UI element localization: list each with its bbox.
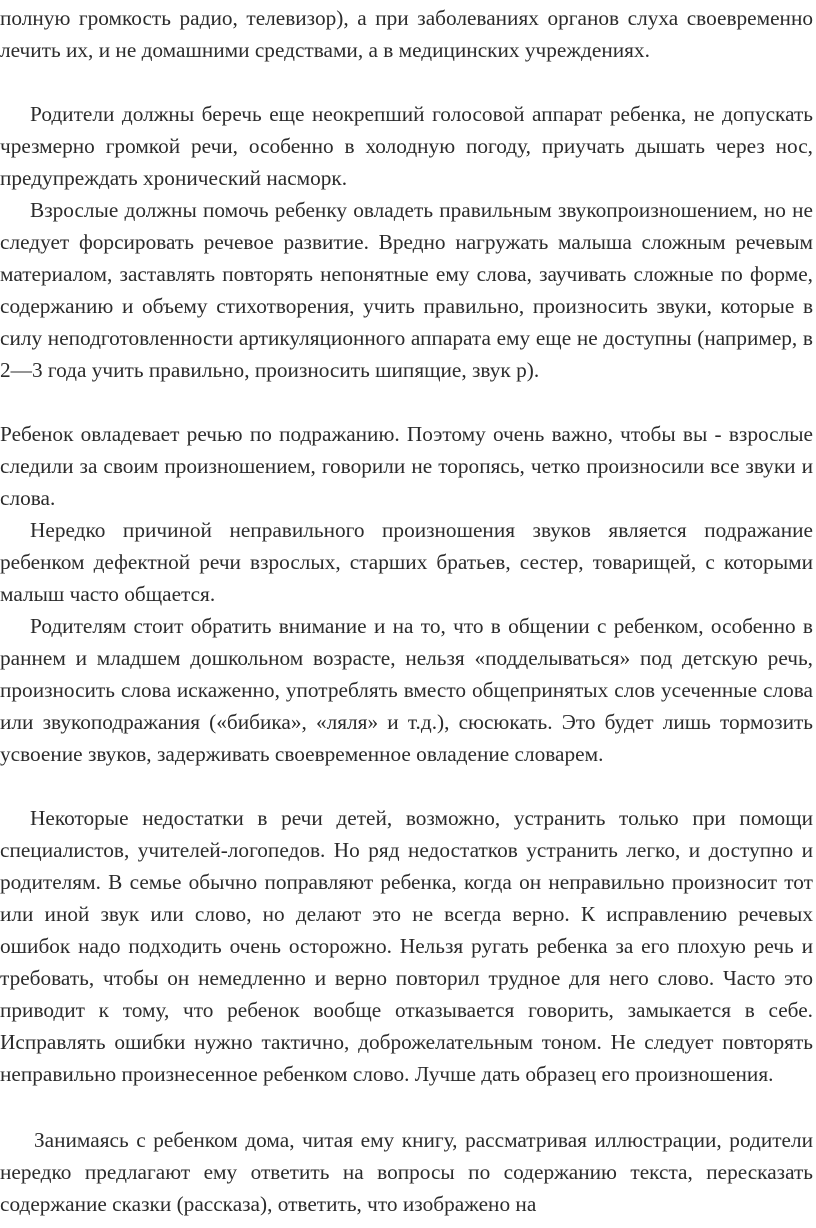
paragraph-2: Родители должны беречь еще неокрепший голосовой аппарат ребенка, не допускать чрезмерно громкой речи, особенно в холодную погоду, приучать дышать через нос, предупреждать хронический насморк. <box>0 102 813 190</box>
paragraph-3: Взрослые должны помочь ребенку овладеть правильным звукопроизношением, но не следует форсировать речевое развитие. Вредно нагружать малыша сложным речевым материалом, заставлять повторять непонятные ему слова, заучивать сложные по форме, содержанию и объему стихотворения, учить правильно, произносить звуки, которые в силу неподготовленности артикуляционного аппарата ему еще не доступны (например, в 2—3 года учить правильно, произносить шипящие, звук р). <box>0 198 813 382</box>
paragraph-1: полную громкость радио, телевизор), а при заболеваниях органов слуха своевременно лечить их, и не домашними средствами, а в медицинских учреждениях. <box>0 6 813 62</box>
paragraph-6: Родителям стоит обратить внимание и на то, что в общении с ребенком, особенно в раннем и младшем дошкольном возрасте, нельзя «подделываться» под детскую речь, произносить слова искаженно, употреблять вместо общепринятых слов усеченные слова или звукоподражания («бибика», «ляля» и т.д.), сюсюкать. Это будет лишь тормозить усвоение звуков, задерживать своевременное овладение словарем. <box>0 614 813 766</box>
paragraph-5: Нередко причиной неправильного произношения звуков является подражание ребенком дефектной речи взрослых, старших братьев, сестер, товарищей, с которыми малыш часто общается. <box>0 518 813 606</box>
paragraph-4: Ребенок овладевает речью по подражанию. Поэтому очень важно, чтобы вы - взрослые следили за своим произношением, говорили не торопясь, четко произносили все звуки и слова. <box>0 422 813 510</box>
paragraph-7: Некоторые недостатки в речи детей, возможно, устранить только при помощи специалистов, учителей-логопедов. Но ряд недостатков устранить легко, и доступно и родителям. В семье обычно поправляют ребенка, когда он неправильно произносит тот или иной звук или слово, но делают это не всегда верно. К исправлению речевых ошибок надо подходить очень осторожно. Нельзя ругать ребенка за его плохую речь и требовать, чтобы он немедленно и верно повторил трудное для него слово. Часто это приводит к тому, что ребенок вообще отказывается говорить, замыкается в себе. Исправлять ошибки нужно тактично, доброжелательным тоном. Не следует повторять неправильно произнесенное ребенком слово. Лучше дать образец его произношения. <box>0 806 813 1086</box>
paragraph-8: Занимаясь с ребенком дома, читая ему книгу, рассматривая иллюстрации, родители нередко предлагают ему ответить на вопросы по содержанию текста, пересказать содержание сказки (рассказа), ответить, что изображено на <box>0 1128 813 1216</box>
